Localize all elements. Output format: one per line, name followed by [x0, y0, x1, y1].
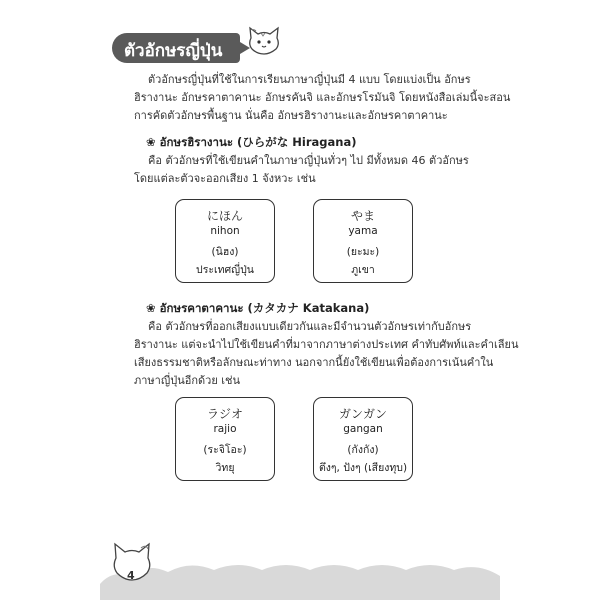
example-reading: (ยะมะ) [346, 246, 380, 258]
katakana-line: เสียงธรรมชาติหรือลักษณะท่าทาง นอกจากนี้ยังใช้เขียนเพื่อต้องการเน้นคำใน [134, 356, 494, 369]
katakana-heading-text: อักษรคาตาคานะ (カタカナ Katakana) [159, 301, 370, 315]
example-romaji: yama [348, 225, 378, 237]
example-kana: にほん [206, 209, 243, 223]
page-number: 4 [127, 569, 135, 582]
example-kana: やま [350, 209, 375, 223]
example-kana: ガンガン [338, 407, 387, 421]
hiragana-paragraph [134, 152, 469, 188]
example-meaning: ประเทศญี่ปุ่น [196, 264, 254, 276]
example-reading: (ระจิโอะ) [203, 444, 247, 456]
cat-mascot-icon [246, 26, 282, 56]
katakana-line: คือ ตัวอักษรที่ออกเสียงแบบเดียวกันและมีจำนวนตัวอักษรเท่ากับอักษร [148, 320, 472, 333]
example-romaji: rajio [213, 423, 237, 435]
example-meaning: ตึงๆ, ปังๆ (เสียงทุบ) [318, 462, 408, 474]
hiragana-heading-text: อักษรฮิรางานะ (ひらがな Hiragana) [159, 135, 357, 149]
intro-line: การคัดตัวอักษรพื้นฐาน นั่นคือ อักษรฮิรางานะและอักษรคาตาคานะ [134, 109, 448, 122]
katakana-example-card [175, 397, 275, 481]
katakana-line: ฮิรางานะ แต่จะนำไปใช้เขียนคำที่มาจากภาษาต่างประเทศ คำทับศัพท์และคำเลียน [134, 338, 519, 351]
katakana-paragraph [134, 318, 519, 390]
katakana-line: ภาษาญี่ปุ่นอีกด้วย เช่น [134, 374, 241, 387]
example-meaning: วิทยุ [215, 462, 235, 474]
hiragana-example-card [313, 199, 413, 283]
intro-line: ฮิรางานะ อักษรคาตาคานะ อักษรคันจิ และอักษรโรมันจิ โดยหนังสือเล่มนี้จะสอน [134, 91, 511, 104]
intro-line: ตัวอักษรญี่ปุ่นที่ใช้ในการเรียนภาษาญี่ปุ่นมี 4 แบบ โดยแบ่งเป็น อักษร [148, 73, 471, 86]
katakana-heading [146, 300, 369, 318]
example-romaji: nihon [210, 225, 240, 237]
example-reading: (นิฮง) [211, 246, 239, 258]
hiragana-heading [146, 134, 357, 152]
example-meaning: ภูเขา [351, 264, 375, 276]
example-reading: (กังกัง) [347, 444, 379, 456]
intro-paragraph [134, 71, 511, 125]
flower-bullet-icon: ❀ [146, 135, 156, 149]
example-romaji: gangan [343, 423, 383, 435]
page-title: ตัวอักษรญี่ปุ่น [124, 41, 223, 61]
footer-wave-decoration [0, 540, 600, 600]
hiragana-line: คือ ตัวอักษรที่ใช้เขียนคำในภาษาญี่ปุ่นทั่วๆ ไป มีทั้งหมด 46 ตัวอักษร [148, 154, 469, 167]
katakana-example-card [313, 397, 413, 481]
flower-bullet-icon: ❀ [146, 301, 156, 315]
hiragana-example-card [175, 199, 275, 283]
section-title-tag [112, 33, 240, 63]
hiragana-line: โดยแต่ละตัวจะออกเสียง 1 จังหวะ เช่น [134, 172, 316, 185]
example-kana: ラジオ [206, 407, 243, 421]
